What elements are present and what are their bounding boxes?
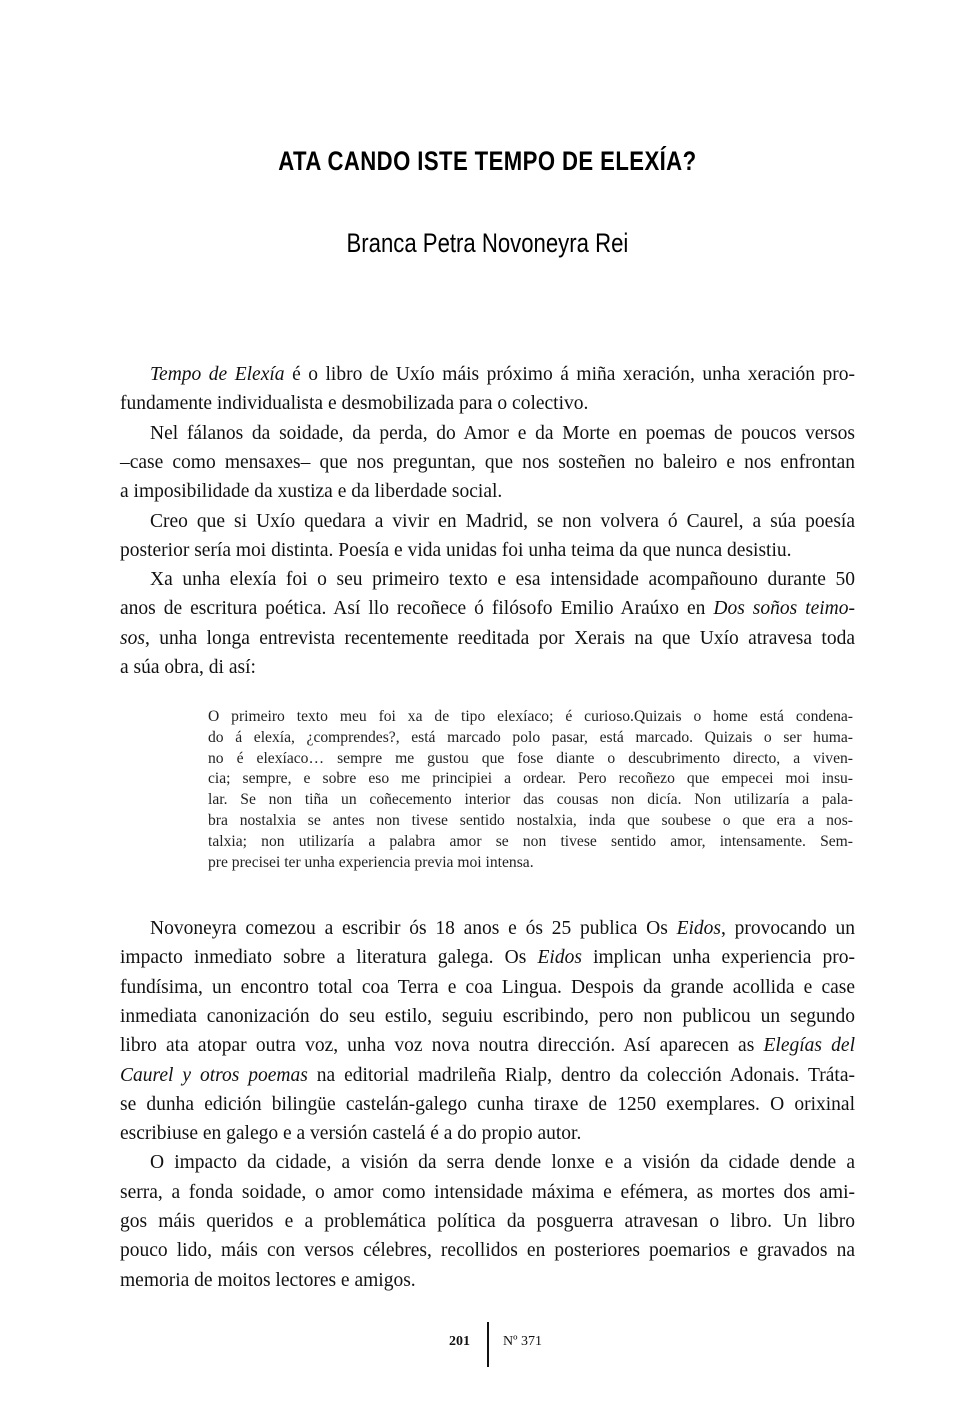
text-run: , provocando un xyxy=(721,918,855,939)
page-footer xyxy=(0,1322,975,1370)
text-run: a imposibilidade da xustiza e da liberdade social. xyxy=(120,481,503,503)
text-line xyxy=(120,596,855,622)
text-run: Xa unha elexía foi o seu primeiro texto e esa intensidade acompañouno durante 50 xyxy=(150,569,855,591)
text-line xyxy=(150,1150,855,1176)
text-line xyxy=(120,1033,855,1059)
text-line xyxy=(120,1092,855,1118)
text-line xyxy=(120,975,855,1001)
text-run: memoria de moitos lectores e amigos. xyxy=(120,1269,416,1291)
text-line xyxy=(120,538,792,564)
text-line xyxy=(150,916,855,942)
text-run: impacto inmediato sobre a literatura galega. Os xyxy=(120,947,538,969)
text-line xyxy=(120,655,256,681)
text-run: pouco lido, máis con versos célebres, recollidos en posteriores poemarios e gravados na xyxy=(120,1240,855,1262)
quote-line: cia; sempre, e sobre eso me principiei a ordear. Pero recoñezo que empecei moi insu- xyxy=(208,770,853,788)
text-run: fundísima, un encontro total coa Terra e coa Lingua. Despois da grande acollida e case xyxy=(120,976,855,998)
page-number: 201 xyxy=(449,1334,470,1349)
article-title: ATA CANDO ISTE TEMPO DE ELEXÍA? xyxy=(278,146,697,176)
article-author: Branca Petra Novoneyra Rei xyxy=(346,228,629,258)
text-run: é o libro de Uxío máis próximo á miña xeración, unha xeración pro- xyxy=(284,364,855,385)
text-line xyxy=(150,567,855,593)
text-run: Creo que si Uxío quedara a vivir en Madrid, se non volvera ó Caurel, a súa poesía xyxy=(150,510,855,532)
quote-line: O primeiro texto meu foi xa de tipo elexíaco; é curioso.Quizais o home está condena- xyxy=(208,708,853,725)
italic-title-text: Dos soños teimo- xyxy=(713,598,855,620)
text-run: fundamente individualista e desmobilizada para o colectivo. xyxy=(120,393,589,415)
text-run: posterior sería moi distinta. Poesía e vida unidas foi unha teima da que nunca desistiu. xyxy=(120,539,792,561)
text-line xyxy=(150,509,855,535)
text-run: anos de escritura poética. Así llo recoñece ó filósofo Emilio Araúxo en xyxy=(120,598,714,620)
text-run: gos máis queridos e a problemática política da posguerra atravesan o libro. Un libro xyxy=(120,1211,855,1232)
text-run: –case como mensaxes– que nos preguntan, que nos sosteñen no baleiro e nos enfrontan xyxy=(120,451,855,473)
quote-line: do á elexía, ¿comprendes?, está marcado polo pasar, está marcado. Quizais o ser huma- xyxy=(208,728,853,746)
text-run: a súa obra, di así: xyxy=(120,657,256,678)
text-line xyxy=(120,1209,855,1235)
text-line xyxy=(120,945,855,971)
text-line xyxy=(120,450,855,476)
text-line xyxy=(120,1004,855,1030)
text-line xyxy=(120,1180,855,1206)
italic-title-text: Eidos xyxy=(676,918,722,939)
italic-title-text: Tempo de Elexía xyxy=(150,364,285,385)
text-line xyxy=(120,1238,855,1264)
text-line xyxy=(120,1063,855,1089)
issue-number: Nº 371 xyxy=(503,1334,542,1349)
text-line xyxy=(120,479,502,505)
text-line xyxy=(120,391,588,417)
text-run: inmediata canonización do seu estilo, seguiu escribindo, pero non publicou un segundo xyxy=(120,1005,855,1027)
quote-line: pre precisei ter unha experiencia previa moi intensa. xyxy=(208,853,534,871)
text-line xyxy=(120,1268,416,1294)
text-run: libro ata atopar outra voz, unha voz nova noutra dirección. Así aparecen as xyxy=(120,1035,764,1057)
text-run: se dunha edición bilingüe castelán-galego cunha tiraxe de 1250 exemplares. O orixinal xyxy=(120,1093,855,1115)
quote-line: lar. Se non tiña un coñecemento interior das cousas non dicía. Non utilizaría a pala- xyxy=(208,791,853,809)
text-run: implican unha experiencia pro- xyxy=(581,947,855,969)
text-line xyxy=(120,1121,581,1147)
quote-line: no é elexíaco… sempre me gustou que fose diante o descubrimento directo, a viven- xyxy=(208,749,853,767)
italic-title-text: sos xyxy=(120,627,145,649)
text-run: Nel fálanos da soidade, da perda, do Amor e da Morte en poemas de poucos versos xyxy=(150,422,855,444)
text-run: Novoneyra comezou a escribir ós 18 anos e ós 25 publica Os xyxy=(150,918,677,939)
italic-title-text: Caurel y otros poemas xyxy=(120,1064,308,1086)
text-run: na editorial madrileña Rialp, dentro da colección Adonais. Tráta- xyxy=(307,1064,855,1086)
text-line xyxy=(120,626,855,652)
quote-line: talxia; non utilizaría a palabra amor se non tivese sentido amor, intensamente. Sem- xyxy=(208,832,853,850)
quote-line: bra nostalxia se antes non tivese sentido nostalxia, inda que soubese o que era a nos- xyxy=(208,812,853,829)
italic-title-text: Eidos xyxy=(537,947,582,969)
text-line xyxy=(150,362,855,388)
footer-divider xyxy=(487,1322,489,1367)
italic-title-text: Elegías del xyxy=(763,1035,855,1057)
text-run: escribiuse en galego e a versión castelá é a do propio autor. xyxy=(120,1123,582,1145)
text-run: O impacto da cidade, a visión da serra dende lonxe e a visión da cidade dende a xyxy=(150,1152,855,1174)
text-line xyxy=(150,421,855,447)
text-run: serra, a fonda soidade, o amor como intensidade máxima e efémera, as mortes dos ami- xyxy=(120,1181,855,1203)
text-run: , unha longa entrevista recentemente reeditada por Xerais na que Uxío atravesa toda xyxy=(144,627,855,649)
